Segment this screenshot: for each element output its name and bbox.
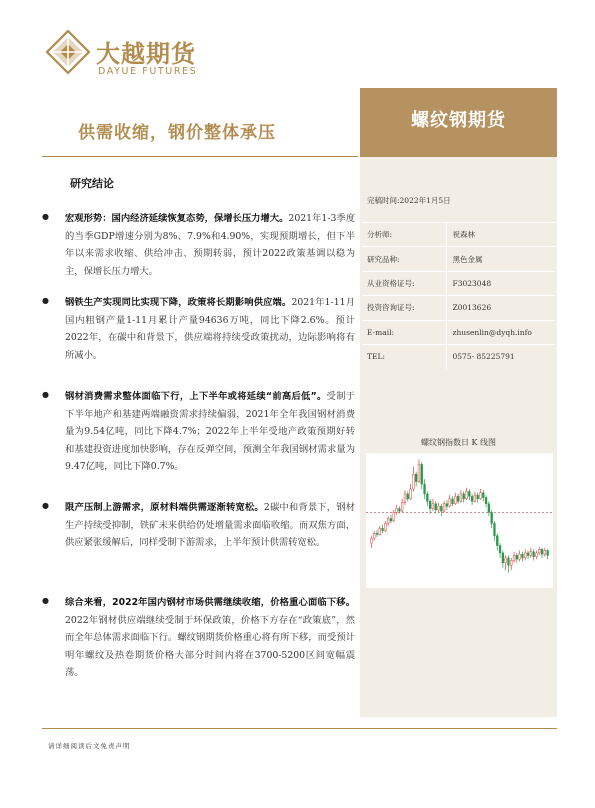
- candle-body: [519, 554, 521, 559]
- candle-body: [513, 555, 515, 560]
- category-title: 螺纹钢期货: [411, 110, 506, 131]
- candle-body: [412, 474, 414, 489]
- candle-body: [468, 491, 470, 496]
- bullet-icon: ●: [42, 501, 49, 510]
- candle-body: [429, 501, 431, 508]
- point-text: 限产压制上游需求，原材料端供需逐渐转宽松。2碳中和背景下，钢材生产持续受抑制，铁矿未来供给仍处增量需求面临收缩。而双焦方面，供应紧张缓解后，同样受制下游需求，上半年预计供需转宽松。: [65, 502, 355, 548]
- point-text: 钢铁生产实现同比实现下降，政策将长期影响供应端。2021年1-11月国内粗钢产量1-11月累计产量94636万吨，同比下降2.6%。预计2022年，在碳中和背景下，供应端将持续受政策扰动，边际影响将有所减小。: [65, 297, 355, 361]
- candle-body: [477, 495, 479, 499]
- candle-body: [407, 494, 409, 499]
- info-key: 分析师:: [362, 223, 446, 247]
- candle-body: [485, 498, 487, 504]
- info-value: 黑色金属: [446, 247, 555, 271]
- candle-body: [499, 546, 501, 553]
- candle-body: [401, 503, 403, 512]
- candle-body: [524, 553, 526, 558]
- candle-body: [482, 493, 484, 498]
- candle-body: [547, 550, 549, 555]
- candle-body: [418, 464, 420, 481]
- bullet-icon: ●: [42, 390, 49, 399]
- candle-body: [387, 519, 389, 524]
- analyst-info-table: [362, 222, 555, 369]
- candle-body: [474, 495, 476, 501]
- info-value: 0575- 85225791: [446, 344, 555, 368]
- footer-divider: [42, 728, 557, 729]
- candle-body: [376, 533, 378, 534]
- candle-body: [415, 474, 417, 481]
- candle-body: [510, 560, 512, 565]
- candle-body: [522, 554, 524, 558]
- table-row: [362, 223, 555, 247]
- candle-body: [488, 504, 490, 513]
- candle-body: [435, 504, 437, 510]
- candle-body: [452, 499, 454, 504]
- candlestick-chart: [366, 453, 553, 588]
- finish-time: 完稿时间:2022年1月5日: [367, 196, 451, 205]
- table-row: [362, 271, 555, 295]
- candle-body: [527, 553, 529, 555]
- logo-name-cn: 大越期货: [96, 40, 196, 68]
- table-row: [362, 320, 555, 344]
- point-text: 宏观形势：国内经济延续恢复态势，保增长压力增大。2021年1-3季度的当季GDP增速分别为8%、7.9%和4.90%，实现预期增长，但下半年以来需求收缩、供给冲击、预期转弱，预计2022政策基调以稳为主，保增长压力增大。: [65, 213, 355, 277]
- info-value: 祝森林: [446, 223, 555, 247]
- candle-body: [440, 506, 442, 511]
- logo-mark-icon: [46, 30, 90, 76]
- candle-body: [384, 523, 386, 530]
- candle-body: [446, 504, 448, 506]
- candle-body: [541, 549, 543, 554]
- candle-body: [443, 504, 445, 511]
- candle-body: [530, 552, 532, 556]
- title-divider: [42, 156, 358, 157]
- candle-body: [460, 494, 462, 501]
- candle-body: [373, 533, 375, 538]
- candle-body: [398, 509, 400, 511]
- candle-body: [426, 494, 428, 501]
- candle-body: [508, 558, 510, 565]
- bullet-icon: ●: [42, 212, 49, 221]
- company-logo: [46, 30, 216, 82]
- bullet-icon: ●: [42, 596, 49, 605]
- candle-body: [536, 553, 538, 557]
- candle-body: [404, 494, 406, 503]
- candle-body: [471, 496, 473, 501]
- candle-body: [449, 499, 451, 506]
- candle-body: [382, 528, 384, 530]
- info-key: 投资咨询证号:: [362, 296, 446, 320]
- candle-body: [505, 558, 507, 563]
- info-value: F3023048: [446, 271, 555, 295]
- info-key: E-mail:: [362, 320, 446, 344]
- info-value: Z0013626: [446, 296, 555, 320]
- table-row: [362, 344, 555, 368]
- candle-body: [533, 552, 535, 557]
- candle-body: [516, 555, 518, 559]
- candle-body: [496, 536, 498, 546]
- table-row: [362, 296, 555, 320]
- candle-body: [480, 493, 482, 499]
- info-key: 研究品种:: [362, 247, 446, 271]
- disclaimer-note: 请详细阅读后文免责声明: [48, 742, 131, 750]
- category-banner: [360, 88, 557, 157]
- candle-body: [424, 484, 426, 494]
- candle-body: [457, 496, 459, 501]
- info-key: 从业资格证号:: [362, 271, 446, 295]
- candle-body: [502, 553, 504, 563]
- candle-body: [379, 528, 381, 534]
- table-row: [362, 247, 555, 271]
- section-heading: 研究结论: [70, 177, 114, 190]
- candle-body: [438, 506, 440, 510]
- page-title: 供需收缩，钢价整体承压: [78, 123, 276, 143]
- point-text: 综合来看，2022年国内钢材市场供需继续收缩，价格重心面临下移。2022年钢材供应端继续受制于环保政策，价格下方存在“政策底”，然而全年总体需求面临下行。螺纹钢期货价格重心将有所下移，而受预计明年螺纹及热卷期货价格大部分时间内将在3700-5200区间宽幅震荡。: [65, 597, 355, 678]
- info-key: TEL:: [362, 344, 446, 368]
- candle-body: [393, 512, 395, 521]
- candle-body: [494, 523, 496, 535]
- candle-body: [390, 519, 392, 521]
- candle-body: [491, 512, 493, 523]
- candle-body: [432, 504, 434, 509]
- bullet-icon: ●: [42, 296, 49, 305]
- logo-name-en: DAYUE FUTURES: [98, 66, 198, 77]
- candle-body: [466, 491, 468, 498]
- candle-body: [371, 538, 373, 543]
- candle-body: [410, 489, 412, 499]
- email-value[interactable]: zhusenlin@dyqh.info: [446, 320, 555, 344]
- candle-body: [544, 550, 546, 554]
- candle-body: [421, 464, 423, 484]
- point-text: 钢材消费需求整体面临下行，上下半年或将延续“前高后低”。受制于下半年地产和基建两端融资需求持续偏弱，2021年全年我国钢材消费量为9.54亿吨，同比下降4.7%；2022年上半年受地产政策预期好转和基建投资进度加快影响，存在反弹空间，预测全年我国钢材需求量为9.47亿吨，同比下降0.7%。: [65, 391, 355, 472]
- candle-body: [454, 496, 456, 503]
- candle-body: [463, 494, 465, 499]
- chart-caption: 螺纹钢指数日 K 线图: [420, 438, 497, 447]
- candle-body: [396, 509, 398, 513]
- candle-body: [538, 549, 540, 553]
